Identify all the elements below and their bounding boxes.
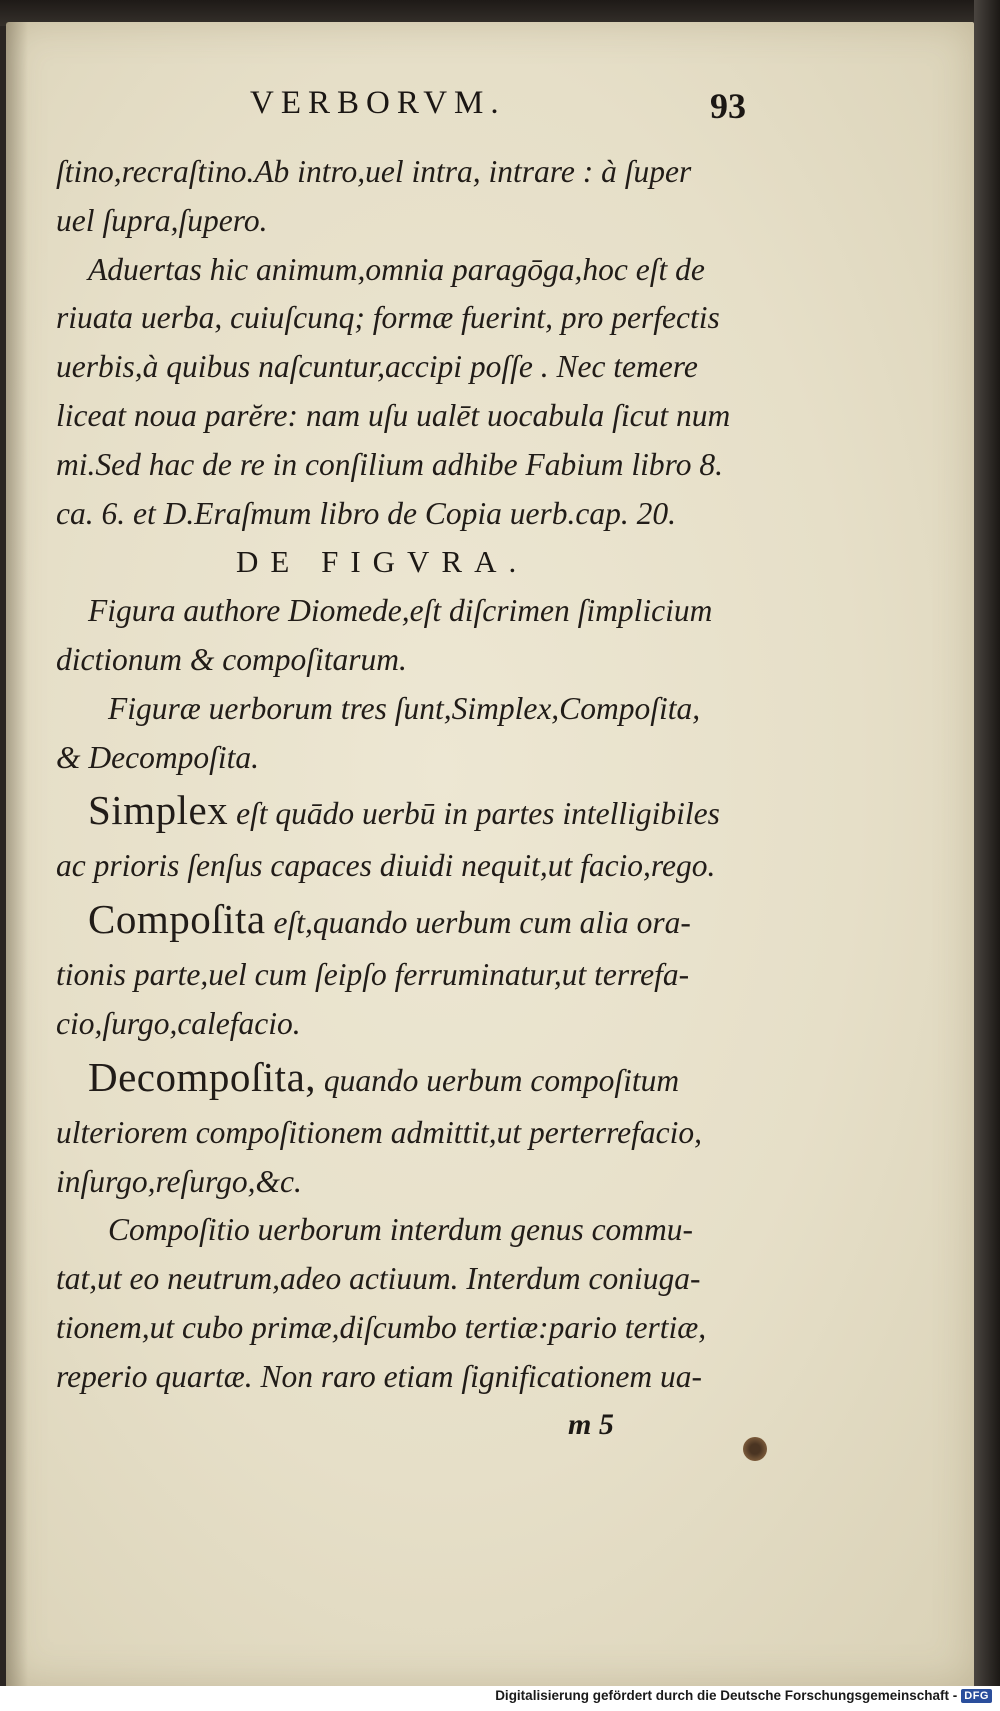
text-line: Compoſitio uerborum interdum genus commu-	[108, 1212, 694, 1248]
text-line: ca. 6. et D.Eraſmum libro de Copia uerb.cap. 20.	[56, 495, 677, 531]
dfg-logo-icon: DFG	[961, 1689, 992, 1703]
text-line: Figuræ uerborum tres ſunt,Simplex,Compoſita,	[108, 690, 701, 726]
text-line: riuata uerba, cuiuſcunq; formæ fuerint, pro perfectis	[56, 300, 720, 336]
text-fragment: eſt,quando uerbum cum alia ora-	[265, 905, 691, 941]
text-line: uel ſupra,ſupero.	[56, 202, 268, 238]
page-number: 93	[710, 86, 746, 126]
text-line: inſurgo,reſurgo,&c.	[56, 1163, 302, 1199]
scan-background-right	[974, 0, 1000, 1711]
text-line: Figura authore Diomede,eſt diſcrimen ſimplicium	[88, 593, 713, 629]
text-line: tionem,ut cubo primæ,diſcumbo tertiæ:pario tertiæ,	[56, 1309, 707, 1345]
running-head: VERBORVM.	[250, 85, 506, 121]
page-text	[56, 148, 766, 1402]
text-line: tionis parte,uel cum ſeipſo ferruminatur,ut terrefa-	[56, 957, 690, 993]
text-line: reperio quartæ. Non raro etiam ſignificationem ua-	[56, 1358, 703, 1394]
simplex-definition	[56, 782, 766, 842]
digitization-credit	[495, 1688, 992, 1703]
text-line: cio,ſurgo,calefacio.	[56, 1005, 301, 1041]
text-line: ulteriorem compoſitionem admittit,ut perterrefacio,	[56, 1114, 702, 1150]
text-fragment: quando uerbum compoſitum	[316, 1062, 680, 1098]
text-line: ſtino,recraſtino.Ab intro,uel intra, intrare : à ſuper	[56, 154, 692, 189]
ink-stain	[743, 1437, 767, 1461]
credit-text: Digitalisierung gefördert durch die Deutsche Forschungsgemeinschaft -	[495, 1688, 958, 1703]
text-fragment: eſt quādo uerbū in partes intelligibiles	[228, 796, 720, 832]
text-line: Aduertas hic animum,omnia paragōga,hoc eſt de	[88, 251, 705, 287]
signature-mark: m 5	[568, 1408, 614, 1441]
term-composita: Compoſita	[88, 896, 266, 943]
text-line: mi.Sed hac de re in conſilium adhibe Fabium libro 8.	[56, 446, 723, 482]
term-simplex: Simplex	[88, 787, 229, 834]
text-line: ac prioris ſenſus capaces diuidi nequit,ut facio,rego.	[56, 848, 716, 884]
decomposita-definition	[56, 1049, 766, 1109]
text-line: tat,ut eo neutrum,adeo actiuum. Interdum coniuga-	[56, 1261, 701, 1297]
term-decomposita: Decompoſita,	[88, 1053, 317, 1100]
text-line: dictionum & compoſitarum.	[56, 641, 407, 677]
composita-definition	[56, 891, 766, 951]
text-line: & Decompoſita.	[56, 739, 259, 775]
text-line: uerbis,à quibus naſcuntur,accipi poſſe . Nec temere	[56, 349, 698, 385]
section-heading: DE FIGVRA.	[236, 544, 529, 580]
page-gutter-shadow	[6, 22, 28, 1686]
text-line: liceat noua parĕre: nam uſu ualēt uocabula ſicut num	[56, 397, 731, 433]
